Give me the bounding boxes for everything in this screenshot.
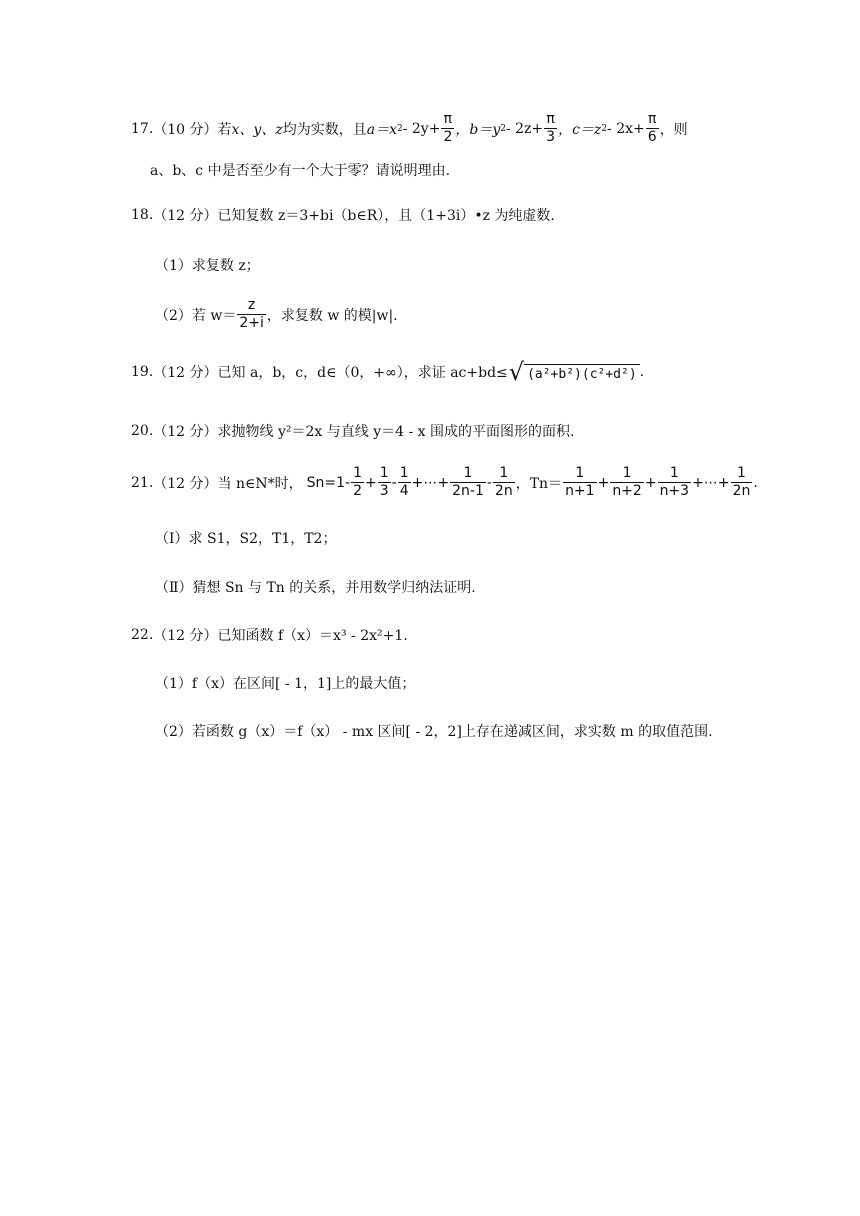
square-root-expression: √ (a²+b²)(c²+d²) <box>509 360 640 384</box>
problem-19-score: （12 分） <box>153 365 218 381</box>
problem-17-score: （10 分） <box>153 121 218 138</box>
problem-17-number: 17. <box>131 120 154 137</box>
z-over-2-plus-i-fraction: $\frac{z}{2+i}$ <box>239 297 264 331</box>
problem-19-number: 19. <box>131 364 154 380</box>
problem-20-statement: 20. （12 分） 求抛物线 y²＝2x 与直线 y＝4 - x 围成的平面图形的面积. <box>131 423 575 440</box>
problem-20-number: 20. <box>131 423 154 439</box>
problem-18-part-1: （1）求复数 z； <box>155 258 260 274</box>
problem-21-statement: 21. （12 分） 当 n∈N*时， Sn=1- $\frac{1}{2}$ + $\frac{1}{3}$ - $\frac{1}{4}$ +⋯+ $\frac{1}{2n-1}$ - $\frac{1}{2n}$ ，Tn＝ $\frac{1}{n+1}$ + $\frac{1}{n+2}$ + $\frac{1}{n+3}$ +⋯+ $\frac{1}{2n}$ . <box>131 465 758 499</box>
problem-22-score: （12 分） <box>153 628 218 644</box>
problem-21-score: （12 分） <box>153 475 218 492</box>
tn-definition: ，Tn＝ <box>515 475 563 492</box>
problem-22-statement: 22. （12 分） 已知函数 f（x）＝x³ - 2x²+1. <box>131 627 408 644</box>
problem-18-number: 18. <box>131 207 154 223</box>
problem-21-part-1: （Ⅰ）求 S1，S2，T1，T2； <box>155 531 337 547</box>
pi-over-2-fraction: $\frac{\pi}{2}$ <box>443 111 453 145</box>
problem-19-statement: 19. （12 分） 已知 a，b，c，d∈（0，+∞），求证 ac+bd≤ √ (a²+b²)(c²+d²) . <box>131 358 645 386</box>
problem-20-score: （12 分） <box>153 424 218 440</box>
pi-over-6-fraction: $\frac{\pi}{6}$ <box>647 111 657 145</box>
problem-22-part-2: （2）若函数 g（x）＝f（x） - mx 区间[ - 2，2]上存在递减区间，求实数 m 的取值范围. <box>155 724 713 740</box>
problem-21-number: 21. <box>131 474 154 491</box>
problem-22-number: 22. <box>131 627 154 643</box>
problem-22-part-1: （1）f（x）在区间[ - 1，1]上的最大值； <box>155 676 416 692</box>
problem-17-line-2: a、b、c 中是否至少有一个大于零？请说明理由. <box>150 163 451 179</box>
problem-18-statement: 18. （12 分） 已知复数 z＝3+bi（b∈R），且（1+3i）•z 为纯虚数. <box>131 207 555 224</box>
sn-definition: Sn=1- <box>306 474 351 491</box>
problem-18-score: （12 分） <box>153 208 218 224</box>
problem-21-part-2: （Ⅱ）猜想 Sn 与 Tn 的关系，并用数学归纳法证明. <box>155 580 476 596</box>
pi-over-3-fraction: $\frac{\pi}{3}$ <box>546 111 556 145</box>
problem-17-line-1: 17. （10 分） 若 x、y、z 均为实数，且 a＝x 2 - 2y+ $\frac{\pi}{2}$ ，b＝y 2 - 2z+ $\frac{\pi}{3}$ ，c＝z 2 - 2x+ $\frac{\pi}{6}$ ，则 <box>131 111 688 145</box>
problem-18-part-2: （2）若 w＝ $\frac{z}{2+i}$ ，求复数 w 的模|w|. <box>155 297 398 331</box>
